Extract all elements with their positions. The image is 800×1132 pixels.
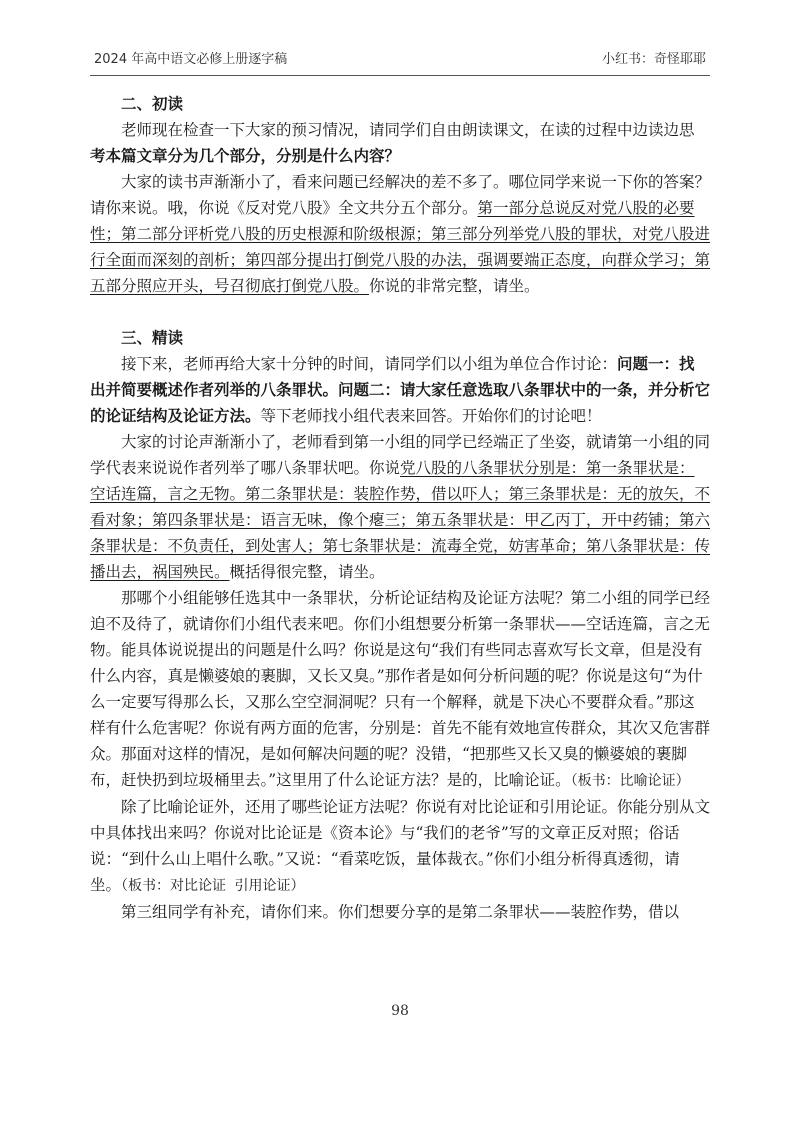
section-3-questions: 问题一：找出并简要概述作者列举的八条罪状。问题二：请大家任意选取八条罪状中的一条，并分析它的论证结构及论证方法。 bbox=[90, 354, 711, 425]
section-3-paragraph-2: 大家的讨论声渐渐小了，老师看到第一小组的同学已经端正了坐姿，就请第一小组的同学代表来说说作者列举了哪八条罪状吧。你说党八股的八条罪状分别是：第一条罪状是：空话连篇，言之无物。第二条罪状是：装腔作势，借以吓人；第三条罪状是：无的放矢，不看对象；第四条罪状是：语言无味，像个瘪三；第五条罪状是：甲乙丙丁，开中药铺；第六条罪状是：不负责任，到处害人；第七条罪状是：流毒全党，妨害革命；第八条罪状是：传播出去，祸国殃民。概括得很完整，请坐。 bbox=[90, 433, 711, 581]
section-spacer bbox=[90, 299, 710, 325]
section-3-paragraph-5: 第三组同学有补充，请你们来。你们想要分享的是第二条罪状——装腔作势，借以 bbox=[121, 903, 680, 921]
header-divider bbox=[90, 75, 710, 76]
section-3-paragraph-1: 接下来，老师再给大家十分钟的时间，请同学们以小组为单位合作讨论：问题一：找出并简要概述作者列举的八条罪状。问题二：请大家任意选取八条罪状中的一条，并分析它的论证结构及论证方法。等下老师找小组代表来回答。开始你们的讨论吧！ bbox=[90, 354, 711, 425]
section-2-answer-underlined: 第一部分总说反对党八股的必要性；第二部分评析党八股的历史根源和阶级根源；第三部分列举党八股的罪状，对党八股进行全面而深刻的剖析；第四部分提出打倒党八股的办法，强调要端正态度，向群众学习；第五部分照应开头，号召彻底打倒党八股。 bbox=[90, 199, 711, 295]
page-number: 98 bbox=[391, 1003, 409, 1019]
section-2-paragraph-1: 老师现在检查一下大家的预习情况，请同学们自由朗读课文，在读的过程中边读边思考本篇文章分为几个部分，分别是什么内容？ bbox=[90, 121, 695, 165]
section-3-eight-faults-underlined: 党八股的八条罪状分别是：第一条罪状是：空话连篇，言之无物。第二条罪状是：装腔作势，借以吓人；第三条罪状是：无的放矢，不看对象；第四条罪状是：语言无味，像个瘪三；第五条罪状是：甲乙丙丁，开中药铺；第六条罪状是：不负责任，到处害人；第七条罪状是：流毒全党，妨害革命；第八条罪状是：传播出去，祸国殃民。 bbox=[90, 459, 711, 581]
section-3-paragraph-4: 除了比喻论证外，还用了哪些论证方法呢？你说有对比论证和引用论证。你能分别从文中具体找出来吗？你说对比论证是《资本论》与“我们的老爷”写的文章正反对照；俗话说：“到什么山上唱什么歌。”又说：“看菜吃饭，量体裁衣。”你们小组分析得真透彻，请坐。（板书：对比论证 引用论证） bbox=[90, 798, 711, 894]
section-2-paragraph-2: 大家的读书声渐渐小了，看来问题已经解决的差不多了。哪位同学来说一下你的答案？请你来说。哦，你说《反对党八股》全文共分五个部分。第一部分总说反对党八股的必要性；第二部分评析党八股的历史根源和阶级根源；第三部分列举党八股的罪状，对党八股进行全面而深刻的剖析；第四部分提出打倒党八股的办法，强调要端正态度，向群众学习；第五部分照应开头，号召彻底打倒党八股。你说的非常完整，请坐。 bbox=[90, 173, 711, 295]
section-2-question: 考本篇文章分为几个部分，分别是什么内容？ bbox=[90, 146, 401, 165]
section-3-title: 三、精读 bbox=[121, 328, 184, 347]
header-author: 小红书：奇怪耶耶 bbox=[601, 52, 706, 67]
page-content bbox=[90, 91, 710, 925]
section-2-title: 二、初读 bbox=[121, 94, 184, 113]
section-3-paragraph-3: 那哪个小组能够任选其中一条罪状，分析论证结构及论证方法呢？第二小组的同学已经迫不及待了，就请你们小组代表来吧。你们小组想要分析第一条罪状——空话连篇，言之无物。能具体说说提出的问题是什么吗？你说是这句“我们有些同志喜欢写长文章，但是没有什么内容，真是懒婆娘的裹脚，又长又臭。”那作者是如何分析问题的呢？你说是这句“为什么一定要写得那么长，又那么空空洞洞呢？只有一个解释，就是下决心不要群众看。”那这样有什么危害呢？你说有两方面的危害，分别是：首先不能有效地宣传群众，其次又危害群众。那面对这样的情况，是如何解决问题的呢？没错，“把那些又长又臭的懒婆娘的裹脚布，赶快扔到垃圾桶里去。”这里用了什么论证方法？是的，比喻论证。（板书：比喻论证） bbox=[90, 589, 711, 789]
blackboard-note-metaphor: （板书：比喻论证） bbox=[570, 773, 690, 789]
header-doc-title: 2024 年高中语文必修上册逐字稿 bbox=[94, 52, 288, 67]
blackboard-note-contrast-quote: （板书：对比论证 引用论证） bbox=[121, 878, 305, 894]
